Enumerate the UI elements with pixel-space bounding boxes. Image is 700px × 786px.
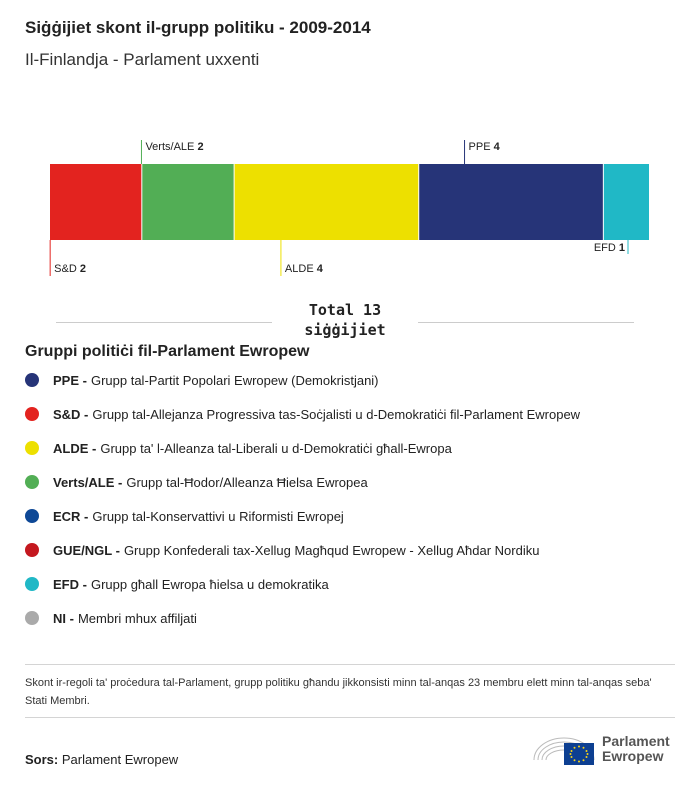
bar-label-alde: ALDE 4 [284,263,323,275]
legend-heading: Gruppi politiċi fil-Parlament Ewropew [25,343,310,360]
legend-item-gue-ngl [25,540,539,560]
chart-title: Siġġijiet skont il-grupp politiku - 2009-2014 [25,18,371,37]
total-divider-right [418,322,634,323]
legend-text: Grupp Konfederali tax-Xellug Magħqud Ewropew - Xellug Aħdar Nordiku [123,542,540,558]
legend-text: Grupp ta' l-Alleanza tal-Liberali u d-Demokratiċi għall-Ewropa [100,440,452,456]
logo-line-2: Ewropew [602,748,664,764]
legend-dot-icon [25,407,39,421]
bar-label-efd: EFD 1 [593,242,625,254]
logo-text [602,734,670,764]
seat-bar-chart [0,130,700,290]
bar-label-ppe: PPE 4 [468,141,500,153]
legend-abbr: EFD - [53,576,87,592]
bar-segment-efd [604,164,649,240]
source-label: Sors: [25,752,59,767]
source [25,752,178,767]
footnote: Skont ir-regoli ta' proċedura tal-Parlament, grupp politiku għandu jikkonsisti minn tal-anqas 23 membru elett minn tal-anqas seba' Stati Membri. [25,677,652,707]
logo-line-1: Parlament [602,733,670,749]
legend-item-alde [25,438,452,458]
total-divider-left [56,322,272,323]
legend-abbr: ECR - [53,508,89,524]
bar-segment-s-d [50,164,141,240]
legend-text: Grupp għall Ewropa ħielsa u demokratika [90,576,329,592]
legend-dot-icon [25,509,39,523]
total-label: Total 13 [308,301,382,319]
legend-dot-icon [25,441,39,455]
legend-item-ni [25,608,197,628]
legend-dot-icon [25,577,39,591]
legend-text: Membri mhux affiljati [77,610,197,626]
legend-text: Grupp tal-Allejanza Progressiva tas-Soċjalisti u d-Demokratiċi fil-Parlament Ewropew [92,406,581,422]
legend-dot-icon [25,543,39,557]
legend-abbr: ALDE - [53,440,97,456]
bar-label-s-d: S&D 2 [54,263,86,275]
legend-dot-icon [25,611,39,625]
legend-item-efd [25,574,329,594]
legend-abbr: PPE - [53,372,87,388]
legend-abbr: Verts/ALE - [53,474,123,490]
bar-segment-ppe [419,164,603,240]
divider [25,664,675,665]
bar-segment-alde [235,164,419,240]
legend-text: Grupp tal-Ħodor/Alleanza Ħielsa Ewropea [126,474,368,490]
legend-item-ecr [25,506,344,526]
bar-label-verts-ale: Verts/ALE 2 [145,141,204,153]
legend-abbr: NI - [53,610,74,626]
legend-item-verts-ale [25,472,368,492]
total-seats [272,300,418,340]
legend-abbr: S&D - [53,406,89,422]
chart-subtitle: Il-Finlandja - Parlament uxxenti [25,50,260,69]
legend-dot-icon [25,475,39,489]
legend-dot-icon [25,373,39,387]
total-unit: siġġijiet [304,321,386,339]
legend-text: Grupp tal-Partit Popolari Ewropew (Demokristjani) [90,372,379,388]
parliament-hemicycle-icon [530,730,600,770]
bar-segment-verts-ale [142,164,233,240]
source-text: Parlament Ewropew [61,752,179,767]
legend-abbr: GUE/NGL - [53,542,120,558]
legend-item-sd [25,404,580,424]
legend-item-ppe [25,370,379,390]
divider [25,717,675,718]
legend-text: Grupp tal-Konservattivi u Riformisti Ewropej [92,508,344,524]
parliament-logo [530,730,680,770]
